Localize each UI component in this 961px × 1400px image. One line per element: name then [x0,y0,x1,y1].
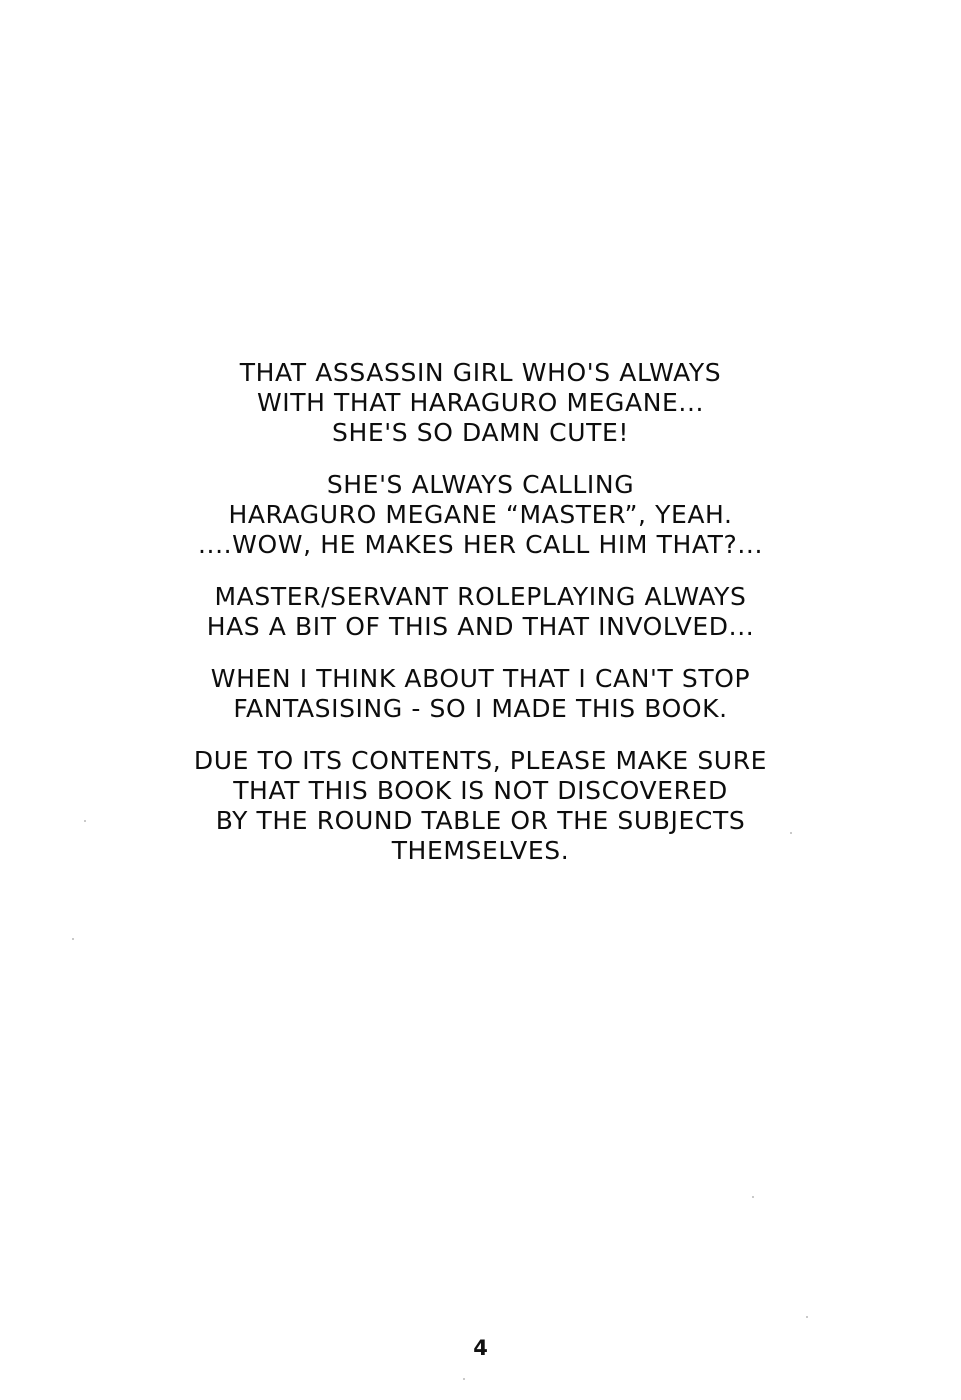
scan-speck [72,938,74,940]
afterword-line: THAT ASSASSIN GIRL WHO'S ALWAYS [239,358,722,387]
afterword-line: FANTASISING - SO I MADE THIS BOOK. [233,694,728,723]
scan-speck [806,1316,808,1318]
afterword-line: THAT THIS BOOK IS NOT DISCOVERED [233,776,728,805]
afterword-paragraph [0,358,961,448]
afterword-paragraph [0,470,961,560]
afterword-line: DUE TO ITS CONTENTS, PLEASE MAKE SURE [193,746,768,775]
scan-speck [463,1378,465,1380]
afterword-line: HARAGURO MEGANE “MASTER”, YEAH. [228,500,733,529]
afterword-line: HAS A BIT OF THIS AND THAT INVOLVED... [206,612,755,641]
scan-speck [752,1196,754,1198]
afterword-paragraph [0,746,961,866]
afterword-line: SHE'S SO DAMN CUTE! [331,418,630,447]
page-number: 4 [473,1336,488,1360]
afterword-line: WITH THAT HARAGURO MEGANE... [256,388,705,417]
afterword-line: WHEN I THINK ABOUT THAT I CAN'T STOP [210,664,751,693]
afterword-line: THEMSELVES. [391,836,570,865]
afterword-paragraph [0,582,961,642]
afterword-line: BY THE ROUND TABLE OR THE SUBJECTS [215,806,746,835]
afterword-text [0,358,961,866]
afterword-line: MASTER/SERVANT ROLEPLAYING ALWAYS [214,582,747,611]
afterword-line: ....WOW, HE MAKES HER CALL HIM THAT?... [198,530,763,559]
afterword-paragraph [0,664,961,724]
afterword-line: SHE'S ALWAYS CALLING [326,470,635,499]
